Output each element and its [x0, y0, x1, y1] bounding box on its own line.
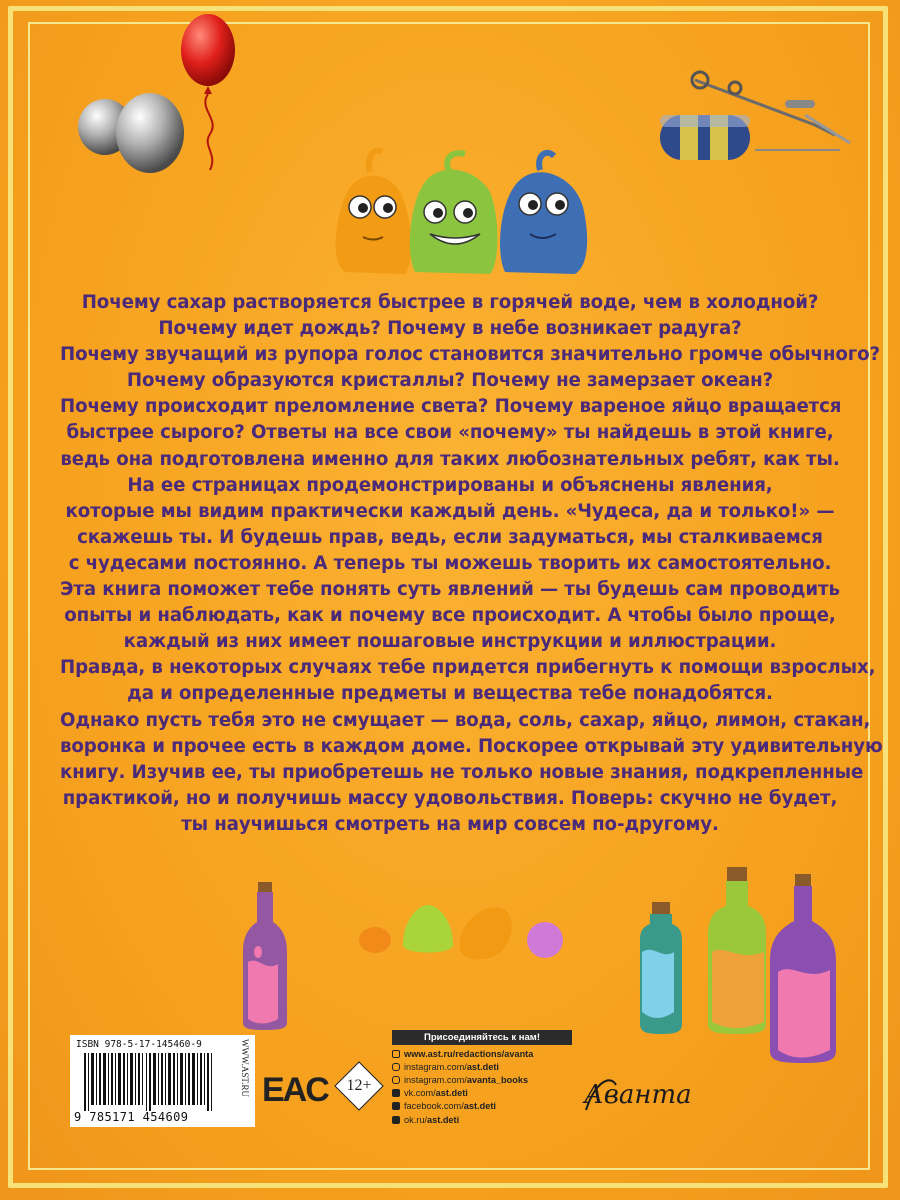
social-link-prefix: instagram.com/ [404, 1061, 467, 1072]
barcode-image [76, 1053, 226, 1111]
description-line: да и определенные предметы и вещества тебе понадобятся. [127, 683, 773, 705]
jelly-drops-illustration [355, 900, 575, 960]
social-link-prefix: facebook.com/ [404, 1101, 464, 1112]
bottle-left-illustration [240, 882, 290, 1032]
social-link-text: ast.deti [466, 1061, 499, 1072]
avanta-logo-text: Аванта [584, 1080, 692, 1110]
social-link-instagram-ast[interactable] [392, 1060, 572, 1073]
description-line: Почему образуются кристаллы? Почему не замерзает океан? [126, 370, 774, 392]
description-line: Почему происходит преломление света? Почему вареное яйцо вращается [60, 396, 842, 418]
description-line: Почему звучащий из рупора голос становится значительно громче обычного? [60, 344, 880, 366]
globe-icon [392, 1050, 400, 1058]
description-line: с чудесами постоянно. А теперь ты можешь творить их самостоятельно. [68, 552, 832, 574]
eac-mark: EAC [262, 1071, 328, 1109]
barcode-block [70, 1035, 255, 1127]
social-link-prefix: ok.ru/ [404, 1114, 427, 1125]
description-text [60, 290, 883, 838]
description-line: каждый из них имеет пошаговые инструкции и иллюстрации. [123, 631, 777, 653]
age-rating: 12+ [346, 1077, 372, 1094]
isbn-number: ISBN 978-5-17-145460-9 [76, 1039, 202, 1050]
social-link-ok[interactable] [392, 1113, 572, 1126]
instagram-icon [392, 1076, 400, 1084]
vk-icon [392, 1089, 400, 1097]
ok-icon [392, 1116, 400, 1124]
description-line: практикой, но и получишь массу удовольствия. Поверь: скучно не будет, [62, 787, 838, 809]
social-link-text: ast.deti [463, 1101, 496, 1112]
description-line: опыты и наблюдать, как и почему все происходит. А чтобы было проще, [64, 605, 836, 627]
description-line: скажешь ты. И будешь прав, ведь, если задуматься, мы сталкиваемся [77, 526, 823, 548]
social-link-vk[interactable] [392, 1087, 572, 1100]
social-link-text: ast.deti [435, 1088, 468, 1099]
description-line: ведь она подготовлена именно для таких любознательных ребят, как ты. [60, 448, 840, 470]
description-line: Однако пусть тебя это не смущает — вода, соль, сахар, яйцо, лимон, стакан, [60, 709, 871, 731]
social-link-facebook[interactable] [392, 1100, 572, 1113]
instagram-icon [392, 1063, 400, 1071]
social-link-text: www.ast.ru/redactions/avanta [404, 1048, 534, 1059]
social-link-text: ast.deti [426, 1114, 460, 1125]
description-line: которые мы видим практически каждый день. «Чудеса, да и только!» — [65, 500, 835, 522]
description-line: ты научишься смотреть на мир совсем по-другому. [181, 813, 719, 835]
description-line: Почему идет дождь? Почему в небе возникает радуга? [158, 318, 742, 340]
description-line: воронка и прочее есть в каждом доме. Поскорее открывай эту удивительную [60, 735, 883, 757]
social-link-website[interactable] [392, 1047, 572, 1060]
barcode-digits: 9 785171 454609 [74, 1110, 189, 1124]
social-link-text: avanta_books [466, 1074, 529, 1085]
bottles-right-illustration [630, 862, 845, 1072]
magnet-illustration [655, 60, 865, 190]
eggs-illustration [75, 85, 190, 180]
description-line: На ее страницах продемонстрированы и объяснены явления, [127, 474, 773, 496]
ast-site-vertical: WWW.AST.RU [240, 1039, 250, 1097]
balloon-illustration [175, 8, 245, 178]
social-links [392, 1030, 572, 1126]
description-line: Эта книга поможет тебе понять суть явлений — ты будешь сам проводить [60, 579, 840, 601]
social-link-instagram-avanta[interactable] [392, 1073, 572, 1086]
social-link-prefix: instagram.com/ [404, 1074, 467, 1085]
description-line: быстрее сырого? Ответы на все свои «почему» ты найдешь в этой книге, [66, 422, 834, 444]
facebook-icon [392, 1102, 400, 1110]
blob-characters-illustration [325, 142, 600, 282]
social-link-prefix: vk.com/ [404, 1088, 436, 1099]
avanta-logo [578, 1072, 698, 1122]
description-line: Почему сахар растворяется быстрее в горячей воде, чем в холодной? [81, 292, 819, 313]
description-line: книгу. Изучив ее, ты приобретешь не только новые знания, подкрепленные [60, 761, 864, 783]
description-line: Правда, в некоторых случаях тебе придется прибегнуть к помощи взрослых, [60, 657, 876, 679]
join-us-banner: Присоединяйтесь к нам! [392, 1030, 572, 1045]
